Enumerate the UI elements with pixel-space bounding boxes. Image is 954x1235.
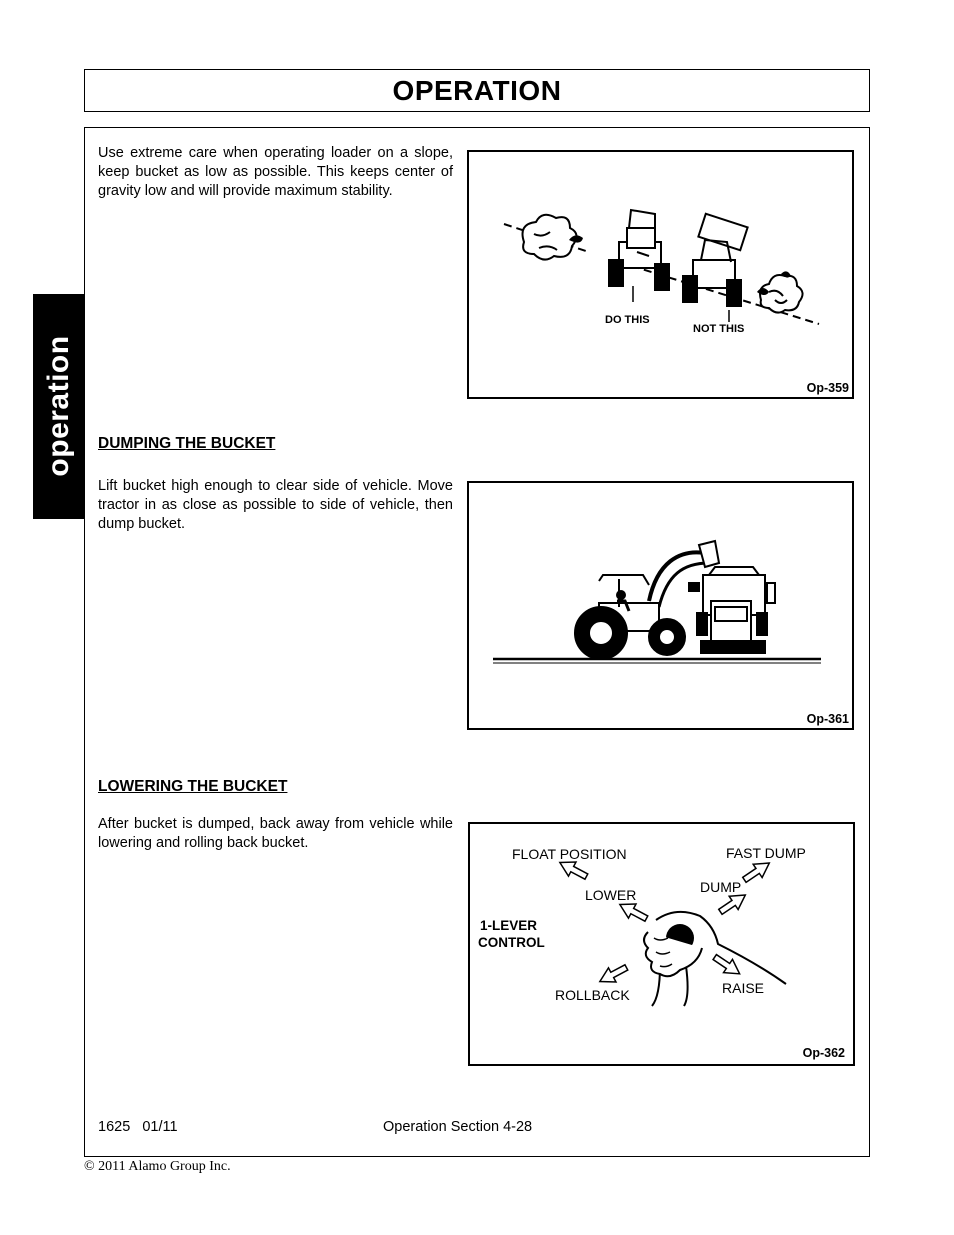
figure-id-label: Op-361 (806, 712, 849, 726)
label-not-this: NOT THIS (693, 323, 745, 335)
copyright: © 2011 Alamo Group Inc. (84, 1159, 231, 1174)
label-fast-dump: FAST DUMP (726, 845, 806, 861)
label-raise: RAISE (722, 980, 765, 996)
heading-dumping-bucket: DUMPING THE BUCKET (98, 435, 276, 452)
figure-id-label: Op-362 (802, 1046, 845, 1060)
figure-op-362 (468, 822, 855, 1066)
side-tab-label: operation (42, 335, 75, 477)
lowering-bucket-text: After bucket is dumped, back away from vehicle while lowering and rolling back bucket. (98, 816, 453, 851)
footer-model-date: 1625 01/11 (98, 1119, 178, 1135)
section-side-tab (33, 294, 85, 519)
label-control-line2: CONTROL (478, 935, 545, 950)
page-title: OPERATION (392, 75, 562, 106)
dumping-bucket-text: Lift bucket high enough to clear side of vehicle. Move tractor in as close as possible to side of vehicle, then dump bucket. (98, 478, 453, 532)
label-do-this: DO THIS (605, 314, 650, 326)
label-dump: DUMP (700, 879, 742, 895)
slope-warning-text: Use extreme care when operating loader on a slope, keep bucket as low as possible. This keeps center of gravity low and will provide maximum stability. (98, 145, 453, 199)
dump-truck-illustration (469, 483, 852, 728)
figure-op-359 (467, 150, 854, 399)
figure-id-label: Op-359 (806, 381, 849, 395)
footer-section: Operation Section 4-28 (383, 1119, 533, 1135)
page-header (84, 69, 870, 112)
heading-lowering-bucket: LOWERING THE BUCKET (98, 778, 288, 795)
label-control-line1: 1-LEVER (480, 918, 538, 933)
label-float-position: FLOAT POSITION (512, 846, 627, 862)
label-rollback: ROLLBACK (555, 987, 630, 1003)
figure-op-361 (467, 481, 854, 730)
label-lower: LOWER (585, 887, 637, 903)
slope-illustration (469, 152, 852, 397)
